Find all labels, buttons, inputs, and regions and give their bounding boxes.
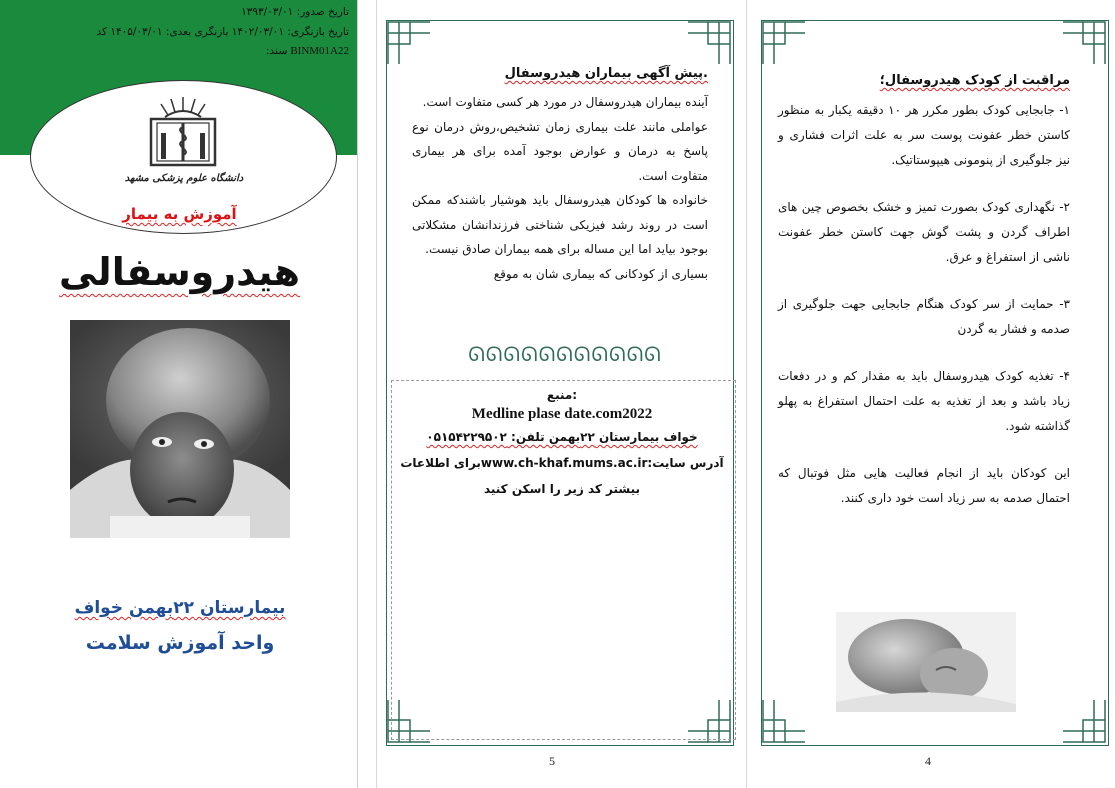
review-date: تاریخ بازنگری: ۱۴۰۲/۰۳/۰۱ بازنگری بعدی: ۱۴۰۵/۰۳/۰۱ کد bbox=[96, 26, 349, 38]
prognosis-paragraph: عواملی مانند علت بیماری زمان تشخیص،روش درمان نوع پاسخ به درمان و عوارض بوجود آمده برای هر بیماری متفاوت است. bbox=[412, 119, 708, 183]
page-number: 5 bbox=[549, 754, 555, 768]
document-code: BINM01A22 سند: bbox=[266, 45, 349, 57]
issue-date: تاریخ صدور: ۱۳۹۳/۰۳/۰۱ bbox=[241, 6, 349, 18]
qr-scan-note: بیشتر کد زیر را اسکن کنید bbox=[483, 482, 641, 496]
prognosis-paragraph: آینده بیماران هیدروسفال در مورد هر کسی متفاوت است. bbox=[422, 95, 708, 109]
source-reference: Medline plase date.com2022 bbox=[471, 406, 653, 422]
corner-ornament-icon bbox=[1061, 20, 1107, 66]
care-heading-text: مراقبت از کودک هیدروسفال؛ bbox=[879, 73, 1070, 88]
corner-ornament-icon bbox=[686, 20, 732, 66]
care-heading bbox=[782, 73, 1070, 88]
corner-ornament-icon bbox=[761, 698, 807, 744]
care-item: این کودکان باید از انجام فعالیت هایی مثل فوتبال که احتمال صدمه به سر زیاد است خود داری کنند. bbox=[778, 466, 1070, 505]
contact-info bbox=[392, 430, 732, 444]
website-link[interactable]: آدرس سایت:www.ch-khaf.mums.ac.irبرای اطلاعات bbox=[400, 456, 724, 470]
care-item: ۳- حمایت از سر کودک هنگام جابجایی جهت جلوگیری از صدمه و فشار به گردن bbox=[778, 297, 1070, 336]
prognosis-heading-text: .پیش آگهی بیماران هیدروسفال bbox=[504, 66, 708, 81]
page-separator bbox=[746, 0, 747, 788]
hospital-name: بیمارستان ۲۲بهمن خواف bbox=[74, 598, 286, 618]
page-separator bbox=[376, 0, 377, 788]
university-name: دانشگاه علوم پزشکی مشهد bbox=[124, 173, 244, 184]
corner-ornament-icon bbox=[386, 20, 432, 66]
health-education-unit: واحد آموزش سلامت bbox=[85, 632, 275, 654]
care-item: ۲- نگهداری کودک بصورت تمیز و خشک بخصوص چین های اطراف گردن و پشت گوش جهت کاستن خطر عفونت ناشی از استفراغ و عرق. bbox=[778, 200, 1070, 264]
corner-ornament-icon bbox=[1061, 698, 1107, 744]
prognosis-paragraph: خانواده ها کودکان هیدروسفال باید هوشیار باشندکه ممکن است در روند رشد فیزیکی شناختی فرزندانشان مشکلاتی بوجود بیاید اما این مساله برای همه بیماران صادق نیست. bbox=[412, 193, 708, 256]
care-list bbox=[778, 98, 1070, 511]
prognosis-heading bbox=[440, 66, 708, 81]
source-label: :منبع bbox=[546, 388, 578, 402]
cover-page bbox=[0, 0, 358, 788]
prognosis-paragraph: بسیاری از کودکانی که بیماری شان به موقع bbox=[493, 266, 708, 281]
prognosis-text bbox=[412, 90, 708, 286]
decorative-wave-divider: ᘏᘏᘏᘏᘏᘏᘏᘏᘏᘏᘏ bbox=[468, 342, 662, 366]
cover-title: هیدروسفالی bbox=[58, 250, 300, 294]
care-item: ۴- تغذیه کودک هیدروسفال باید به مقدار کم و در دفعات زیاد باشد و بعد از تغذیه به علت احتمال استفراغ به پهلو گذاشته شود. bbox=[778, 369, 1070, 433]
contact-text: خواف بیمارستان ۲۲بهمن تلفن: ۰۵۱۵۴۲۲۹۵۰۲ bbox=[426, 430, 698, 444]
infant-photo bbox=[836, 612, 1016, 712]
care-item: ۱- جابجایی کودک بطور مکرر هر ۱۰ دقیقه یکبار به منظور کاستن خطر عفونت پوست سر به علت اثرات فشاری و نیز جلوگیری از پنومونی هیپوستاتیک. bbox=[778, 103, 1070, 167]
patient-education-badge: آموزش به بیمار bbox=[122, 205, 237, 223]
hydrocephalus-child-photo bbox=[70, 320, 290, 538]
page-number: 4 bbox=[925, 754, 931, 768]
university-logo-icon bbox=[143, 93, 223, 173]
corner-ornament-icon bbox=[761, 20, 807, 66]
